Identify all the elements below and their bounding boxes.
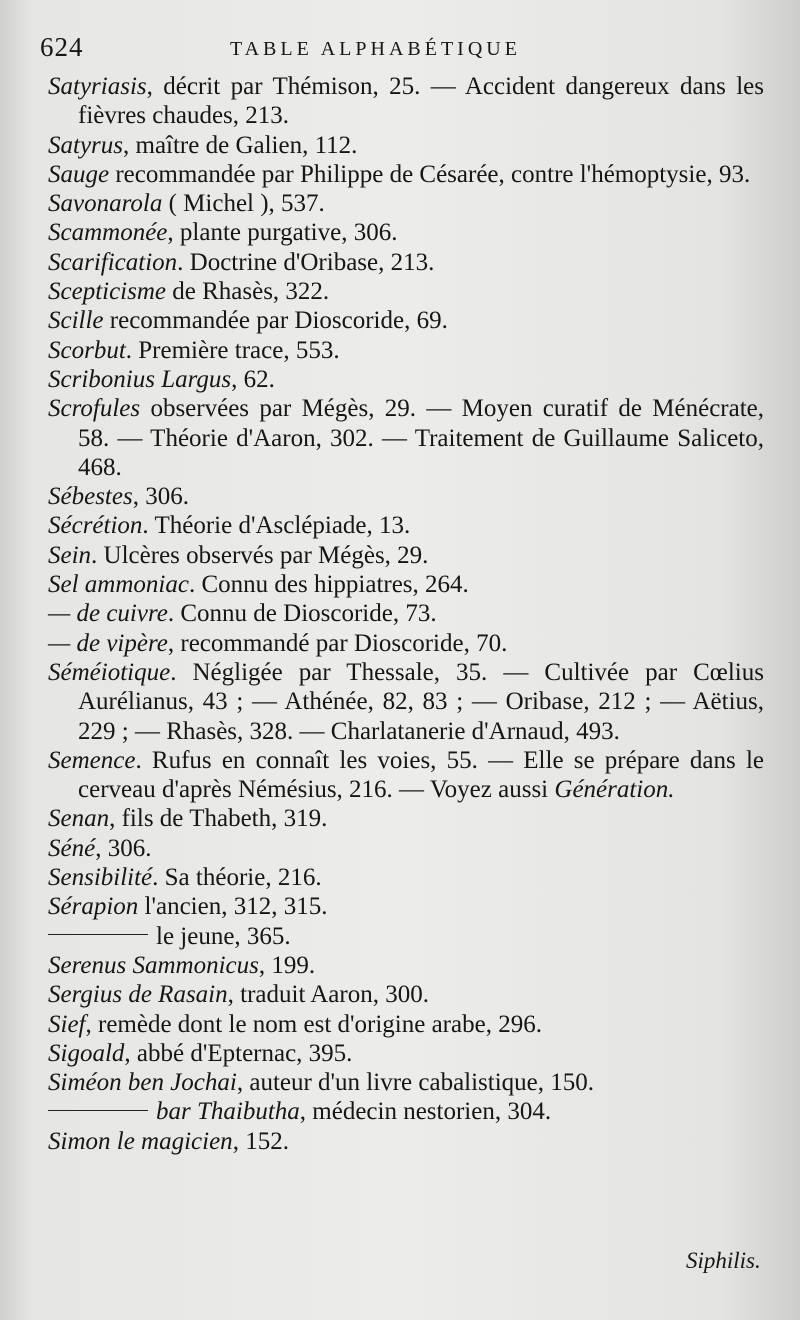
entry-term: Siméon ben Jochai [48, 1069, 237, 1097]
entry-text: l'ancien, 312, 315. [138, 893, 328, 921]
entry-text: , maître de Galien, 112. [123, 131, 358, 159]
entry-text: . Première trace, 553. [125, 336, 340, 364]
entry-text: , fils de Thabeth, 319. [109, 805, 328, 833]
index-entry [48, 1068, 764, 1097]
entry-term: bar Thaibutha [156, 1098, 300, 1126]
index-entry [48, 72, 764, 131]
entry-term: Savonarola [48, 190, 163, 218]
ditto-rule [48, 1110, 148, 1111]
index-entry [48, 189, 764, 218]
entry-term: Sein [48, 541, 92, 569]
entry-text: , recommandé par Dioscoride, 70. [167, 629, 508, 657]
entry-term: Sécrétion [48, 512, 143, 540]
entry-text: . Ulcères observés par Mégès, 29. [91, 541, 429, 569]
entry-term: Séné [48, 834, 96, 862]
entry-term: Simon le magicien [48, 1127, 233, 1155]
index-entry [48, 160, 764, 189]
index-entry [48, 1039, 764, 1068]
index-entry [48, 892, 764, 921]
entry-term: — de vipère [48, 629, 168, 657]
index-entry [48, 804, 764, 833]
entry-term: Serenus Sammonicus [48, 951, 259, 979]
index-entry [48, 980, 764, 1009]
entry-term: — de cuivre [48, 600, 168, 628]
page-header [40, 30, 760, 66]
index-entry [48, 863, 764, 892]
entry-term: Scammonée [48, 219, 168, 247]
entry-cross-reference: Génération. [554, 776, 675, 804]
index-entry [48, 365, 764, 394]
entry-term: Séméiotique [48, 658, 171, 686]
entry-term: Sensibilité [48, 864, 153, 892]
catchword: Siphilis. [686, 1248, 761, 1273]
index-entry [48, 1097, 764, 1126]
index-entry [48, 277, 764, 306]
entry-term: Sergius de Rasain [48, 981, 228, 1009]
entry-text: , 62. [231, 365, 275, 393]
entry-text: , médecin nestorien, 304. [299, 1098, 552, 1126]
entry-term: Senan [48, 805, 110, 833]
entry-text: , 306. [95, 834, 152, 862]
entry-text: . Négligée par Thessale, 35. — Cultivée par Cœlius Aurélianus, 43 ; — Athénée, 82, 83 ; — Oribase, 212 ; — Aëtius, 229 ; — Rhasès, 328. — Charlatanerie d'Arnaud, 493. [78, 658, 764, 745]
page-number: 624 [40, 32, 84, 62]
entry-text: . Rufus en connaît les voies, 55. — Elle se prépare dans le cerveau d'après Némésius, 216. — Voyez aussi [78, 746, 764, 804]
entry-term: Sérapion [48, 893, 139, 921]
entry-text: , 306. [132, 483, 189, 511]
entry-text: observées par Mégès, 29. — Moyen curatif de Ménécrate, 58. — Théorie d'Aaron, 302. — Traitement de Guillaume Saliceto, 468. [78, 395, 764, 481]
index-entry [48, 570, 764, 599]
entry-text: , traduit Aaron, 300. [227, 981, 429, 1009]
index-entry [48, 629, 764, 658]
index-entry [48, 248, 764, 277]
entry-term: Satyriasis [48, 73, 147, 100]
index-entry [48, 482, 764, 511]
entry-text: ( Michel ), 537. [162, 190, 325, 218]
entry-term: Semence [48, 746, 136, 774]
entry-text: , décrit par Thémison, 25. — Accident dangereux dans les fièvres chaudes, 213. [78, 73, 764, 130]
entry-text: , 199. [258, 951, 316, 979]
entry-text: . Doctrine d'Oribase, 213. [177, 248, 435, 276]
entry-term: Sigoald [48, 1039, 125, 1067]
entry-text: , plante purgative, 306. [167, 219, 398, 247]
entry-term: Scrofules [48, 395, 141, 423]
running-head: TABLE ALPHABÉTIQUE [230, 38, 521, 60]
entry-text: . Connu des hippiatres, 264. [188, 571, 469, 599]
ditto-rule [48, 934, 148, 935]
entry-term: Scribonius Largus [48, 365, 232, 393]
entry-term: Scarification [48, 248, 178, 276]
index-entry [48, 746, 764, 805]
entry-term: Scorbut [48, 336, 126, 364]
entry-text: , auteur d'un livre cabalistique, 150. [236, 1069, 595, 1097]
entry-term: Sief [48, 1010, 86, 1038]
index-entry [48, 599, 764, 628]
index-entry [48, 306, 764, 335]
index-entry [48, 541, 764, 570]
entry-term: Sébestes [48, 483, 133, 511]
index-entry [48, 1010, 764, 1039]
index-entry [48, 834, 764, 863]
entry-text: . Théorie d'Asclépiade, 13. [142, 512, 411, 540]
index-entry [48, 658, 764, 746]
index-entry [48, 1127, 764, 1156]
index-entry [48, 951, 764, 980]
entry-text: , remède dont le nom est d'origine arabe, 296. [85, 1010, 542, 1038]
entry-text: , abbé d'Epternac, 395. [124, 1039, 353, 1067]
entry-term: Scille [48, 307, 104, 335]
index-entry [48, 922, 764, 951]
index-entry [48, 394, 764, 482]
entry-term: Satyrus [48, 131, 123, 159]
entry-text: recommandée par Philippe de Césarée, contre l'hémoptysie, 93. [109, 160, 751, 188]
index-entry [48, 131, 764, 160]
entry-text: le jeune, 365. [156, 922, 291, 950]
entry-term: Scepticisme [48, 278, 167, 306]
entry-term: Sel ammoniac [48, 571, 189, 599]
entry-text: recommandée par Dioscoride, 69. [103, 307, 448, 335]
entry-term: Sauge [48, 160, 110, 188]
index-entry [48, 511, 764, 540]
entry-text: . Sa théorie, 216. [152, 864, 322, 892]
entry-text: . Connu de Dioscoride, 73. [167, 600, 437, 628]
entry-text: de Rhasès, 322. [166, 278, 330, 306]
entry-text: , 152. [232, 1127, 289, 1155]
index-entries [48, 72, 764, 1156]
index-entry [48, 218, 764, 247]
index-entry [48, 336, 764, 365]
